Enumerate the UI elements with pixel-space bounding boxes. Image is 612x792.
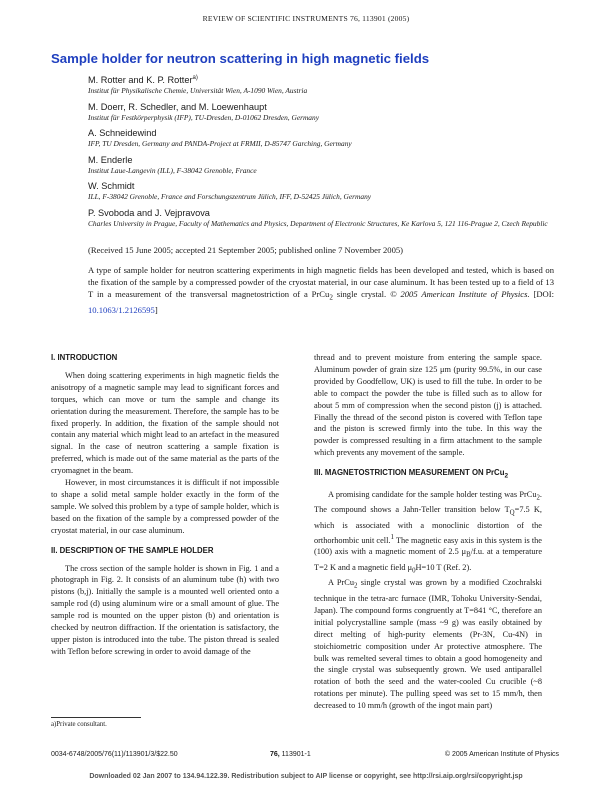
affiliation: Institut für Physikalische Chemie, Universität Wien, A-1090 Wien, Austria <box>88 86 308 96</box>
author-names: P. Svoboda and J. Vejpravova <box>88 208 210 219</box>
article-title: Sample holder for neutron scattering in high magnetic fields <box>51 51 430 66</box>
download-notice: Downloaded 02 Jan 2007 to 134.94.122.39. Redistribution subject to AIP license or copyright, see http://rsi.aip.org/rsi/copyright.jsp <box>89 773 523 780</box>
author-names: M. Doerr, R. Schedler, and M. Loewenhaupt <box>88 101 267 112</box>
footnote-marker[interactable]: a) <box>192 75 198 81</box>
author-block <box>88 207 558 229</box>
footnote: a)Private consultant. <box>51 721 107 728</box>
paragraph: A promising candidate for the sample holder testing was PrCu$_2$. The compound shows a Jahn-Teller transition below $T_Q=7.5$ K, which is associated with a monoclinic distortion of the orthorhombic unit cell.$^1$ The magnetic easy axis in this system is the (100) axis with a magnetic moment of 2.5 $\mu_B/f.u$. at a temperature T=2 K and a magnetic field $\mu_0H=10$ T (Ref. 2). <box>314 489 542 575</box>
paragraph: However, in most circumstances it is difficult if not impossible to shape a solid metal sample holder exactly in the form of the sample. We solved this problem by a type of sample holder, which is based on the fixation of the sample by a compressed powder of the cryostat material, in our case aluminum. <box>51 478 279 535</box>
affiliation: Charles University in Prague, Faculty of Mathematics and Physics, Department of Electronic Structures, Ke Karlova 5, 121 116-Prague 2, Czech Republic <box>88 219 548 229</box>
reference-marker[interactable]: 1 <box>390 533 394 541</box>
right-column <box>314 352 542 712</box>
copyright-notice: © 2005 American Institute of Physics. <box>390 289 530 299</box>
section-heading-magnetostriction: III. MAGNETOSTRICTION MEASUREMENT ON PrCu$_2$ <box>314 468 509 480</box>
author-list <box>88 72 558 234</box>
paragraph: The cross section of the sample holder is shown in Fig. 1 and a photograph in Fig. 2. It consists of an aluminum tube (h) with two pistons (b,j). Initially the sample is a mounted well oriented onto a sample rod (d) using aluminum wire or a small amount of glue. The sample rod is mounted on the upper piston (b) and orientation is checked by neutron diffraction. If the orientation is satisfactory, the upper piston is introduced into the tube. The piston thread is sealed with Teflon before screwing in order to avoid damage of the <box>51 563 279 656</box>
running-head: REVIEW OF SCIENTIFIC INSTRUMENTS 76, 113901 (2005) <box>202 14 410 23</box>
affiliation: Institut für Festkörperphysik (IFP), TU-Dresden, D-01062 Dresden, Germany <box>88 112 319 122</box>
author-block <box>88 154 558 176</box>
author-block <box>88 180 558 202</box>
footer-page-number: 76, 113901-1 <box>270 751 311 758</box>
author-block <box>88 72 558 96</box>
footnote-divider <box>51 717 141 718</box>
author-names: M. Rotter and K. P. Rotter$^{a)}$ <box>88 75 198 86</box>
author-block <box>88 101 558 123</box>
affiliation: IFP, TU Dresden, Germany and PANDA-Project at FRMII, D-85747 Garching, Germany <box>88 139 352 149</box>
paragraph: thread and to prevent moisture from entering the sample space. Aluminum powder of grain size 125 μm (purity 99.5%, in our case provided by Goodfellow, UK) is used to fill the tube. In order to be able to compact the powder the tube is filled such as to allow for about 5 mm of compression when the second piston (j) is attached. Finally the thread of the second piston is covered with Teflon tape and the piston is screwed firmly into the tube. In this way the powder is compressed resulting in a firm attachment to the sample which prevents any movement of the sample. <box>314 353 542 458</box>
author-names: A. Schneidewind <box>88 128 157 139</box>
received-dates: (Received 15 June 2005; accepted 21 September 2005; published online 7 November 2005) <box>88 245 404 255</box>
affiliation: Institut Laue-Langevin (ILL), F-38042 Grenoble, France <box>88 165 257 175</box>
doi-link[interactable]: 10.1063/1.2126595 <box>88 304 155 315</box>
author-names: M. Enderle <box>88 154 133 165</box>
footer-issn: 0034-6748/2005/76(11)/113901/3/$22.50 <box>51 751 178 758</box>
affiliation: ILL, F-38042 Grenoble, France and Forschungszentrum Jülich, IFF, D-52425 Jülich, Germany <box>88 192 372 202</box>
footer-copyright: © 2005 American Institute of Physics <box>444 751 559 758</box>
author-block <box>88 127 558 149</box>
section-heading-sample-holder: II. DESCRIPTION OF THE SAMPLE HOLDER <box>51 545 214 555</box>
paragraph: When doing scattering experiments in high magnetic fields the anisotropy of a magnetic sample may lead to significant forces and torques, which can move or turn the sample and change its orientation during the measurement. Therefore, the sample has to be fixed properly. In addition, the fixation of the sample should not contain any material which might lead to an artefact in the measured signal. In the case of neutron scattering a sample fixation is preferred, which is made out of the same material as the parts of the cryomagnet in the beam. <box>51 370 279 476</box>
left-column <box>51 352 279 658</box>
author-names: W. Schmidt <box>88 181 135 192</box>
paragraph: A PrCu$_2$ single crystal was grown by a modified Czochralski technique in the tetra-arc furnace (IMR, Tohoku University-Sendai, Japan). The compound forms congruently at T=841 °C, therefore an initial polycrystalline sample (mass ~9 g) was easily obtained by direct melting of high-purity elements (Pr-3N, Cu-4N) in stoichiometric composition under Ar protective atmosphere. The bulk was remelted several times to obtain a good homogeneity and the single crystal was subsequently grown. We used antiparallel rotation of both the seed and the water-cooled Cu crucible (~8 rotations per minute). The pulling speed was set to 15 mm/h, then decreased to 10 mm/h (growth of the ingot main part) <box>314 578 542 711</box>
section-heading-introduction: I. INTRODUCTION <box>51 353 118 362</box>
abstract: A type of sample holder for neutron scattering experiments in high magnetic fields has been developed and tested, which is based on the fixation of the sample by a compressed powder of the cryostat material, in our case aluminum. It has been tested up to a field of 13 T in a measurement of the transversal magnetostriction of a PrCu$_2$ single crystal. © 2005 American Institute of Physics. [DOI: 10.1063/1.2126595] <box>88 265 555 315</box>
